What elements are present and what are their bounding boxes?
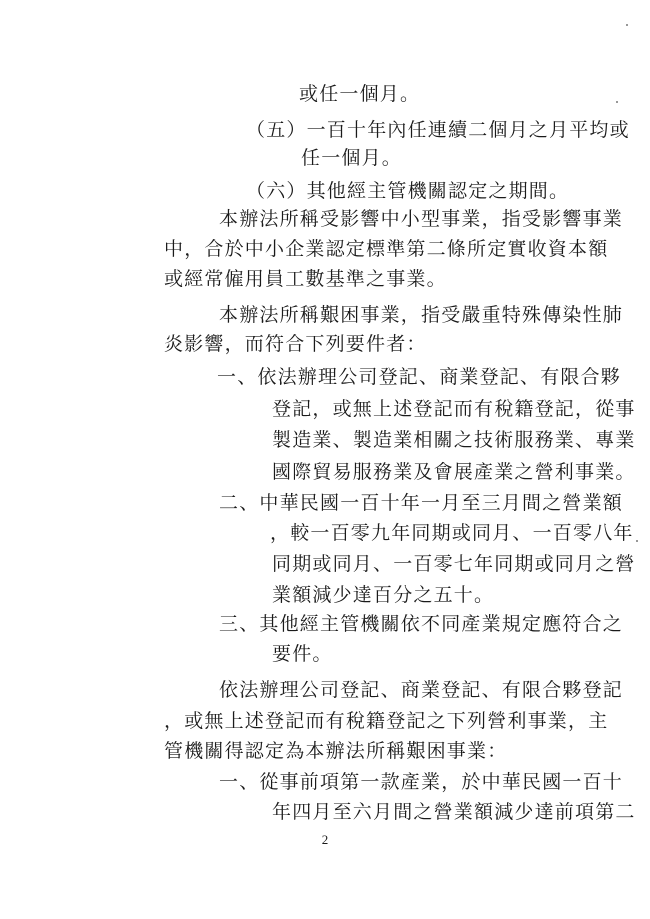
text-line: 本辦法所稱艱困事業，指受嚴重特殊傳染性肺 [219,304,624,326]
text-line: 或經常僱用員工數基準之事業。 [164,268,447,290]
text-line: 炎影響，而符合下列要件者： [164,333,427,355]
text-line: 一、依法辦理公司登記、商業登記、有限合夥 [217,366,622,388]
text-line: 管機關得認定為本辦法所稱艱困事業： [164,740,508,762]
text-line: 依法辦理公司登記、商業登記、有限合夥登記 [219,679,624,701]
text-line: 年四月至六月間之營業額減少達前項第二 [272,801,636,823]
text-line: 三、其他經主管機關依不同產業規定應符合之 [219,613,624,635]
text-line: 二、中華民國一百十年一月至三月間之營業額 [219,492,624,514]
text-line: 製造業、製造業相關之技術服務業、專業 [272,429,636,451]
text-line: （五）一百十年內任連續二個月之月平均或 [246,119,630,141]
scan-speck [636,540,638,542]
text-line: 中，合於中小企業認定標準第二條所定實收資本額 [164,238,609,260]
text-line: ，較一百零九年同期或同月、一百零八年 [270,522,634,544]
text-line: 同期或同月、一百零七年同期或同月之營 [272,553,636,575]
text-line: 本辦法所稱受影響中小型事業，指受影響事業 [219,208,624,230]
text-line: 業額減少達百分之五十。 [272,584,495,606]
text-line: 登記，或無上述登記而有稅籍登記，從事 [272,398,636,420]
text-line: 或任一個月。 [299,83,421,105]
text-line: 要件。 [272,643,333,665]
scan-speck [616,101,618,103]
text-line: （六）其他經主管機關認定之期間。 [246,180,570,202]
text-line: 任一個月。 [301,147,403,169]
text-line: 國際貿易服務業及會展產業之營利事業。 [272,461,636,483]
text-line: ，或無上述登記而有稅籍登記之下列營利事業，主 [164,710,609,732]
page-number: 2 [321,832,329,847]
scan-speck [626,24,628,26]
text-line: 一、從事前項第一款產業，於中華民國一百十 [219,771,624,793]
